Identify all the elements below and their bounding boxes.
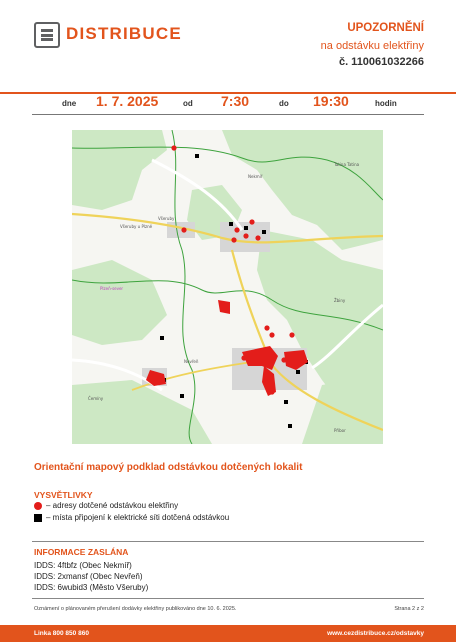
cez-logo-icon [34, 22, 60, 48]
info-divider [32, 541, 424, 542]
info-title: INFORMACE ZASLÁNA [34, 547, 129, 557]
map-label-nevren: Nevřeň [184, 359, 199, 364]
notice-subtitle: na odstávku elektřiny [320, 40, 424, 52]
footnote-divider [32, 598, 424, 599]
red-dot-icon [34, 502, 42, 510]
map-label-pribor: Příbor [334, 428, 346, 433]
notice-title: UPOZORNĚNÍ [347, 22, 424, 34]
notice-number: č. 110061032266 [338, 56, 424, 68]
outage-date: 1. 7. 2025 [96, 93, 159, 109]
website-link[interactable]: www.cezdistribuce.cz/odstavky [327, 630, 424, 637]
publication-note: Oznámení o plánovaném přerušení dodávky elektřiny publikováno dne 10. 6. 2025. [34, 606, 237, 612]
outage-map [72, 130, 383, 444]
logo-text: DISTRIBUCE [66, 24, 182, 43]
map-label-vseruby-u-plzne: Všeruby u Plzně [120, 224, 153, 229]
idds-line: IDDS: 2xmansf (Obec Nevřeň) [34, 572, 143, 581]
label-from: od [183, 99, 193, 108]
map-label-cemny: Čemíny [88, 396, 104, 401]
map-label-vseruby: Všeruby [158, 216, 175, 221]
label-day: dne [62, 99, 77, 108]
page-number: Strana 2 z 2 [394, 606, 424, 612]
map-label-tatina: Tatina Tatina [334, 162, 360, 167]
idds-line: IDDS: 4ftbfz (Obec Nekmíř) [34, 561, 132, 570]
label-to: do [279, 99, 289, 108]
legend-item-connection: – místa připojení k elektrické síti dotčená odstávkou [46, 513, 230, 522]
map-label-plzen-sever: Plzeň-sever [100, 286, 124, 291]
black-square-icon [34, 514, 42, 522]
label-hours: hodin [375, 99, 397, 108]
map-label-zbiny: Žbiny [334, 298, 346, 303]
map-caption: Orientační mapový podklad odstávkou dotčených lokalit [34, 462, 303, 473]
map-label-nekmir: Nekmíř [248, 174, 263, 179]
legend-title: VYSVĚTLIVKY [34, 490, 93, 500]
idds-line: IDDS: 6wubid3 (Město Všeruby) [34, 583, 149, 592]
hotline-link[interactable]: Linka 800 850 860 [34, 630, 89, 637]
legend-item-affected: – adresy dotčené odstávkou elektřiny [46, 501, 179, 510]
schedule-divider [32, 114, 424, 115]
time-from: 7:30 [221, 93, 250, 109]
time-to: 19:30 [313, 93, 349, 109]
